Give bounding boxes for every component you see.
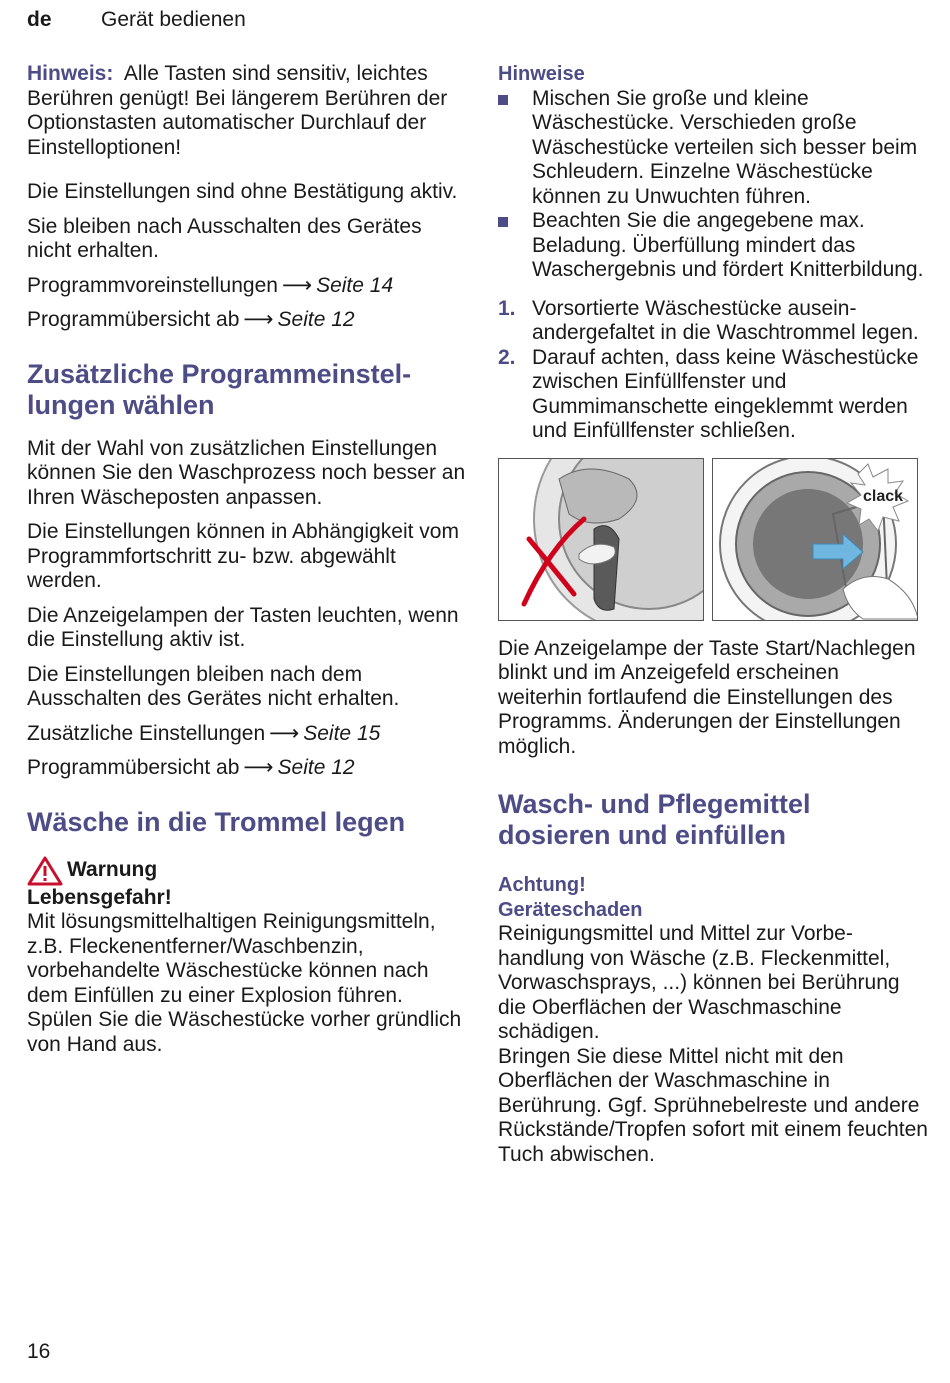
warning-label: Warnung xyxy=(67,858,158,882)
notes-list xyxy=(498,87,928,283)
caution-text: Bringen Sie diese Mittel nicht mit den Oberflächen der Waschmaschine in Berührung. Ggf. Sprühnebelreste und andere Rückstände/Tropfen sofort mit einem feuchten Tuch abwischen. xyxy=(498,1044,928,1166)
warning-text: Spülen Sie die Wäschestücke vorher gründlich von Hand aus. xyxy=(27,1008,462,1056)
step-number: 1. xyxy=(498,296,516,320)
section-heading: Wäsche in die Trommel legen xyxy=(27,806,406,837)
wrong-loading-illustration xyxy=(499,459,704,621)
list-item xyxy=(498,346,928,444)
paragraph: Die Anzeigelampen der Tasten leuchten, wenn die Einstellung aktiv ist. xyxy=(27,603,459,651)
warning-triangle-icon xyxy=(27,856,63,886)
paragraph: Sie bleiben nach Ausschalten des Gerätes nicht erhalten. xyxy=(27,214,422,262)
section-heading: Wasch- und Pflegemittel dosieren und einfüllen xyxy=(498,789,811,850)
xref-text: Programmvoreinstellungen xyxy=(27,273,278,297)
step-text: Vorsortierte Wäschestücke auseinandergefaltet in die Waschtrommel legen. xyxy=(532,296,919,344)
xref-page: Seite 14 xyxy=(316,273,394,297)
list-item: Mischen Sie große und kleine Wäschestücke. Verschieden große Wäschestücke verteilen sich besser beim Schleudern. Einzelne Wäschestücke können zu Unwuchten führen. xyxy=(498,87,928,210)
arrow-right-icon: ⟶ xyxy=(281,273,313,297)
right-column xyxy=(498,62,928,1167)
xref-text: Programmübersicht ab xyxy=(27,756,240,779)
caution-subtitle: Geräteschaden xyxy=(498,898,643,921)
steps-list xyxy=(498,297,928,444)
illustration-wrong-loading xyxy=(498,458,704,621)
warning-heading xyxy=(27,856,467,886)
paragraph: Mit der Wahl von zusätzlichen Einstellungen können Sie den Waschprozess noch besser an Ihren Wäscheposten anpassen. xyxy=(27,436,466,509)
arrow-right-icon: ⟶ xyxy=(243,756,274,779)
cross-reference[interactable] xyxy=(27,722,467,747)
xref-text: Programmübersicht ab xyxy=(27,308,240,331)
arrow-right-icon: ⟶ xyxy=(243,308,274,331)
illustration-close-door xyxy=(712,458,918,621)
left-column xyxy=(27,62,467,1057)
step-number: 2. xyxy=(498,345,516,369)
warning-text: Mit lösungsmittelhaltigen Reinigungsmitteln, z.B. Fleckenentferner/Waschbenzin, vorbehandelte Wäschestücke können nach dem Einfüllen zu einer Explosion führen. xyxy=(27,910,436,1007)
caution-label: Achtung! xyxy=(498,874,586,896)
cross-reference[interactable] xyxy=(27,308,467,333)
paragraph: Die Einstellungen können in Abhängigkeit vom Programmfortschritt zu- bzw. abgewählt werden. xyxy=(27,520,459,592)
xref-text: Zusätzliche Einstellungen xyxy=(27,721,266,745)
close-door-illustration xyxy=(713,459,918,621)
language-code: de xyxy=(27,8,52,31)
step-text: Darauf achten, dass keine Wäschestücke zwischen Einfüllfenster und Gummimanschette eingeklemmt werden und Einfüllfenster schließen. xyxy=(532,345,919,442)
section-title: Gerät bedienen xyxy=(101,8,246,31)
xref-page: Seite 12 xyxy=(277,756,355,779)
cross-reference[interactable] xyxy=(27,274,467,299)
note-label: Hinweis: xyxy=(27,62,114,85)
list-item xyxy=(498,297,928,346)
illustration-row xyxy=(498,458,928,621)
note xyxy=(27,62,467,160)
notes-label: Hinweise xyxy=(498,63,585,85)
caution-text: Reinigungsmittel und Mittel zur Vorbehandlung von Wäsche (z.B. Fleckenmittel, Vorwaschsprays, ...) können bei Berührung die Oberflächen der Waschmaschine schädigen. xyxy=(498,922,900,1043)
paragraph: Die Anzeigelampe der Taste Start/Nachlegen blinkt und im Anzeigefeld erscheinen weiterhin fortlaufend die Einstellungen des Programms. Änderungen der Einstellungen möglich. xyxy=(498,636,916,758)
section-heading: Zusätzliche Programmeinstellungen wählen xyxy=(27,358,412,420)
warning-title: Lebensgefahr! xyxy=(27,885,172,909)
xref-page: Seite 15 xyxy=(303,721,381,745)
paragraph: Die Einstellungen sind ohne Bestätigung aktiv. xyxy=(27,180,458,203)
paragraph: Die Einstellungen bleiben nach dem Ausschalten des Gerätes nicht erhalten. xyxy=(27,662,400,710)
xref-page: Seite 12 xyxy=(277,308,355,331)
arrow-right-icon: ⟶ xyxy=(269,721,300,745)
list-item: Beachten Sie die angegebene max. Beladung. Überfüllung mindert das Waschergebnis und fördert Knitterbildung. xyxy=(498,209,928,283)
cross-reference[interactable] xyxy=(27,756,467,781)
page-number: 16 xyxy=(27,1340,51,1363)
page-header xyxy=(27,8,246,32)
note-text: Alle Tasten sind sensitiv, leichtes Berühren genügt! Bei längerem Berühren der Optionstasten automatischer Durchlauf der Einstelloptionen! xyxy=(27,62,448,159)
sound-label: clack xyxy=(863,487,904,505)
